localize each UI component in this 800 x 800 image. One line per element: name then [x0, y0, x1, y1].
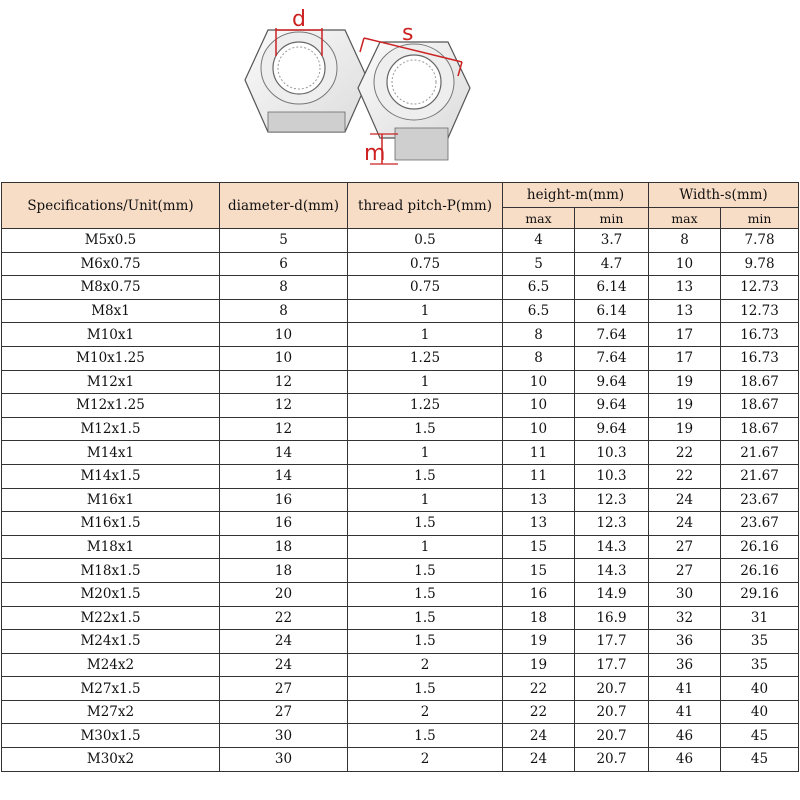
pitch-cell: 1.5: [348, 559, 503, 583]
header-height-max: max: [503, 208, 575, 229]
spec-table: [1, 182, 799, 772]
width-max-cell: 41: [649, 700, 721, 724]
spec-cell: M24x1.5: [2, 630, 220, 654]
spec-cell: M16x1.5: [2, 512, 220, 536]
width-min-cell: 29.16: [721, 582, 799, 606]
height-max-cell: 13: [503, 512, 575, 536]
spec-cell: M27x1.5: [2, 677, 220, 701]
label-d: d: [292, 7, 306, 32]
diameter-cell: 10: [220, 323, 348, 347]
width-min-cell: 31: [721, 606, 799, 630]
height-min-cell: 9.64: [575, 394, 649, 418]
height-max-cell: 18: [503, 606, 575, 630]
spec-cell: M8x1: [2, 299, 220, 323]
pitch-cell: 0.75: [348, 252, 503, 276]
spec-cell: M18x1.5: [2, 559, 220, 583]
height-min-cell: 12.3: [575, 488, 649, 512]
width-max-cell: 8: [649, 229, 721, 253]
height-max-cell: 4: [503, 229, 575, 253]
pitch-cell: 1.5: [348, 724, 503, 748]
diameter-cell: 24: [220, 653, 348, 677]
width-min-cell: 45: [721, 724, 799, 748]
pitch-cell: 1.5: [348, 464, 503, 488]
height-max-cell: 10: [503, 394, 575, 418]
height-max-cell: 19: [503, 653, 575, 677]
table-row: [2, 323, 799, 347]
table-row: [2, 700, 799, 724]
header-width: Width-s(mm): [649, 183, 799, 208]
diameter-cell: 14: [220, 441, 348, 465]
diameter-cell: 14: [220, 464, 348, 488]
width-max-cell: 36: [649, 653, 721, 677]
table-row: [2, 370, 799, 394]
diameter-cell: 12: [220, 417, 348, 441]
header-diameter: diameter-d(mm): [220, 183, 348, 229]
height-max-cell: 24: [503, 748, 575, 772]
spec-cell: M12x1.25: [2, 394, 220, 418]
height-max-cell: 8: [503, 346, 575, 370]
spec-cell: M10x1.25: [2, 346, 220, 370]
spec-cell: M30x1.5: [2, 724, 220, 748]
width-min-cell: 26.16: [721, 559, 799, 583]
height-max-cell: 24: [503, 724, 575, 748]
table-row: [2, 417, 799, 441]
table-row: [2, 724, 799, 748]
height-min-cell: 20.7: [575, 700, 649, 724]
height-min-cell: 14.3: [575, 559, 649, 583]
diameter-cell: 5: [220, 229, 348, 253]
width-max-cell: 24: [649, 512, 721, 536]
header-width-min: min: [721, 208, 799, 229]
height-min-cell: 20.7: [575, 748, 649, 772]
height-min-cell: 16.9: [575, 606, 649, 630]
spec-cell: M6x0.75: [2, 252, 220, 276]
height-min-cell: 9.64: [575, 417, 649, 441]
height-max-cell: 10: [503, 370, 575, 394]
height-max-cell: 6.5: [503, 299, 575, 323]
spec-cell: M14x1.5: [2, 464, 220, 488]
diameter-cell: 20: [220, 582, 348, 606]
diameter-cell: 12: [220, 394, 348, 418]
spec-cell: M18x1: [2, 535, 220, 559]
width-min-cell: 21.67: [721, 441, 799, 465]
diameter-cell: 18: [220, 559, 348, 583]
height-min-cell: 14.3: [575, 535, 649, 559]
width-min-cell: 35: [721, 653, 799, 677]
width-min-cell: 16.73: [721, 346, 799, 370]
width-max-cell: 27: [649, 559, 721, 583]
height-min-cell: 6.14: [575, 276, 649, 300]
width-max-cell: 46: [649, 724, 721, 748]
pitch-cell: 1: [348, 535, 503, 559]
height-max-cell: 8: [503, 323, 575, 347]
header-height-min: min: [575, 208, 649, 229]
table-row: [2, 748, 799, 772]
table-row: [2, 653, 799, 677]
nut-diagram: [0, 0, 800, 182]
height-min-cell: 10.3: [575, 441, 649, 465]
width-max-cell: 17: [649, 346, 721, 370]
width-min-cell: 7.78: [721, 229, 799, 253]
pitch-cell: 1.5: [348, 417, 503, 441]
width-max-cell: 32: [649, 606, 721, 630]
height-min-cell: 10.3: [575, 464, 649, 488]
height-max-cell: 22: [503, 700, 575, 724]
left-nut: [245, 30, 368, 132]
width-min-cell: 18.67: [721, 370, 799, 394]
table-row: [2, 346, 799, 370]
height-min-cell: 4.7: [575, 252, 649, 276]
spec-cell: M14x1: [2, 441, 220, 465]
width-min-cell: 40: [721, 677, 799, 701]
height-max-cell: 13: [503, 488, 575, 512]
spec-cell: M5x0.5: [2, 229, 220, 253]
diameter-cell: 8: [220, 299, 348, 323]
pitch-cell: 2: [348, 653, 503, 677]
width-max-cell: 13: [649, 299, 721, 323]
spec-cell: M27x2: [2, 700, 220, 724]
pitch-cell: 1: [348, 299, 503, 323]
diameter-cell: 12: [220, 370, 348, 394]
diameter-cell: 16: [220, 488, 348, 512]
width-min-cell: 23.67: [721, 488, 799, 512]
pitch-cell: 0.75: [348, 276, 503, 300]
height-max-cell: 16: [503, 582, 575, 606]
diameter-cell: 30: [220, 724, 348, 748]
spec-table-body: [2, 229, 799, 772]
table-row: [2, 582, 799, 606]
width-min-cell: 16.73: [721, 323, 799, 347]
header-width-max: max: [649, 208, 721, 229]
dimension-m: [364, 134, 398, 166]
pitch-cell: 1: [348, 441, 503, 465]
pitch-cell: 1.25: [348, 394, 503, 418]
diameter-cell: 24: [220, 630, 348, 654]
width-min-cell: 26.16: [721, 535, 799, 559]
diameter-cell: 6: [220, 252, 348, 276]
height-max-cell: 5: [503, 252, 575, 276]
width-min-cell: 21.67: [721, 464, 799, 488]
pitch-cell: 1.5: [348, 606, 503, 630]
diameter-cell: 27: [220, 677, 348, 701]
pitch-cell: 2: [348, 748, 503, 772]
width-max-cell: 27: [649, 535, 721, 559]
height-max-cell: 15: [503, 535, 575, 559]
height-max-cell: 22: [503, 677, 575, 701]
pitch-cell: 1.5: [348, 677, 503, 701]
hex-nut-illustration: [0, 0, 800, 182]
width-max-cell: 22: [649, 441, 721, 465]
table-row: [2, 559, 799, 583]
height-max-cell: 15: [503, 559, 575, 583]
width-max-cell: 46: [649, 748, 721, 772]
diameter-cell: 8: [220, 276, 348, 300]
width-min-cell: 18.67: [721, 417, 799, 441]
width-min-cell: 12.73: [721, 299, 799, 323]
diameter-cell: 10: [220, 346, 348, 370]
label-m: m: [364, 141, 386, 166]
width-max-cell: 13: [649, 276, 721, 300]
width-max-cell: 19: [649, 417, 721, 441]
spec-cell: M20x1.5: [2, 582, 220, 606]
height-min-cell: 17.7: [575, 653, 649, 677]
pitch-cell: 2: [348, 700, 503, 724]
spec-cell: M22x1.5: [2, 606, 220, 630]
width-min-cell: 9.78: [721, 252, 799, 276]
spec-cell: M16x1: [2, 488, 220, 512]
width-max-cell: 36: [649, 630, 721, 654]
height-min-cell: 9.64: [575, 370, 649, 394]
table-row: [2, 441, 799, 465]
pitch-cell: 1.5: [348, 582, 503, 606]
table-row: [2, 606, 799, 630]
width-max-cell: 19: [649, 370, 721, 394]
table-row: [2, 464, 799, 488]
width-min-cell: 18.67: [721, 394, 799, 418]
height-max-cell: 11: [503, 464, 575, 488]
table-row: [2, 229, 799, 253]
label-s: s: [402, 21, 414, 46]
pitch-cell: 1: [348, 370, 503, 394]
height-min-cell: 7.64: [575, 346, 649, 370]
diameter-cell: 18: [220, 535, 348, 559]
spec-cell: M24x2: [2, 653, 220, 677]
pitch-cell: 1.5: [348, 630, 503, 654]
height-min-cell: 20.7: [575, 677, 649, 701]
height-min-cell: 6.14: [575, 299, 649, 323]
width-max-cell: 41: [649, 677, 721, 701]
table-row: [2, 276, 799, 300]
height-min-cell: 12.3: [575, 512, 649, 536]
height-max-cell: 6.5: [503, 276, 575, 300]
table-row: [2, 630, 799, 654]
diameter-cell: 16: [220, 512, 348, 536]
pitch-cell: 0.5: [348, 229, 503, 253]
spec-cell: M12x1.5: [2, 417, 220, 441]
table-row: [2, 394, 799, 418]
spec-cell: M12x1: [2, 370, 220, 394]
height-min-cell: 20.7: [575, 724, 649, 748]
width-max-cell: 19: [649, 394, 721, 418]
width-max-cell: 22: [649, 464, 721, 488]
table-row: [2, 252, 799, 276]
height-max-cell: 11: [503, 441, 575, 465]
height-min-cell: 3.7: [575, 229, 649, 253]
height-max-cell: 10: [503, 417, 575, 441]
height-min-cell: 14.9: [575, 582, 649, 606]
height-min-cell: 7.64: [575, 323, 649, 347]
spec-cell: M8x0.75: [2, 276, 220, 300]
spec-cell: M10x1: [2, 323, 220, 347]
spec-cell: M30x2: [2, 748, 220, 772]
width-min-cell: 35: [721, 630, 799, 654]
table-row: [2, 488, 799, 512]
header-pitch: thread pitch-P(mm): [348, 183, 503, 229]
diameter-cell: 22: [220, 606, 348, 630]
pitch-cell: 1: [348, 323, 503, 347]
header-spec: Specifications/Unit(mm): [2, 183, 220, 229]
width-max-cell: 17: [649, 323, 721, 347]
width-min-cell: 12.73: [721, 276, 799, 300]
width-min-cell: 40: [721, 700, 799, 724]
pitch-cell: 1: [348, 488, 503, 512]
width-min-cell: 23.67: [721, 512, 799, 536]
header-height: height-m(mm): [503, 183, 649, 208]
width-max-cell: 24: [649, 488, 721, 512]
width-max-cell: 10: [649, 252, 721, 276]
table-row: [2, 299, 799, 323]
table-row: [2, 535, 799, 559]
width-min-cell: 45: [721, 748, 799, 772]
diameter-cell: 30: [220, 748, 348, 772]
width-max-cell: 30: [649, 582, 721, 606]
height-min-cell: 17.7: [575, 630, 649, 654]
table-row: [2, 677, 799, 701]
pitch-cell: 1.25: [348, 346, 503, 370]
table-row: [2, 512, 799, 536]
diameter-cell: 27: [220, 700, 348, 724]
pitch-cell: 1.5: [348, 512, 503, 536]
height-max-cell: 19: [503, 630, 575, 654]
